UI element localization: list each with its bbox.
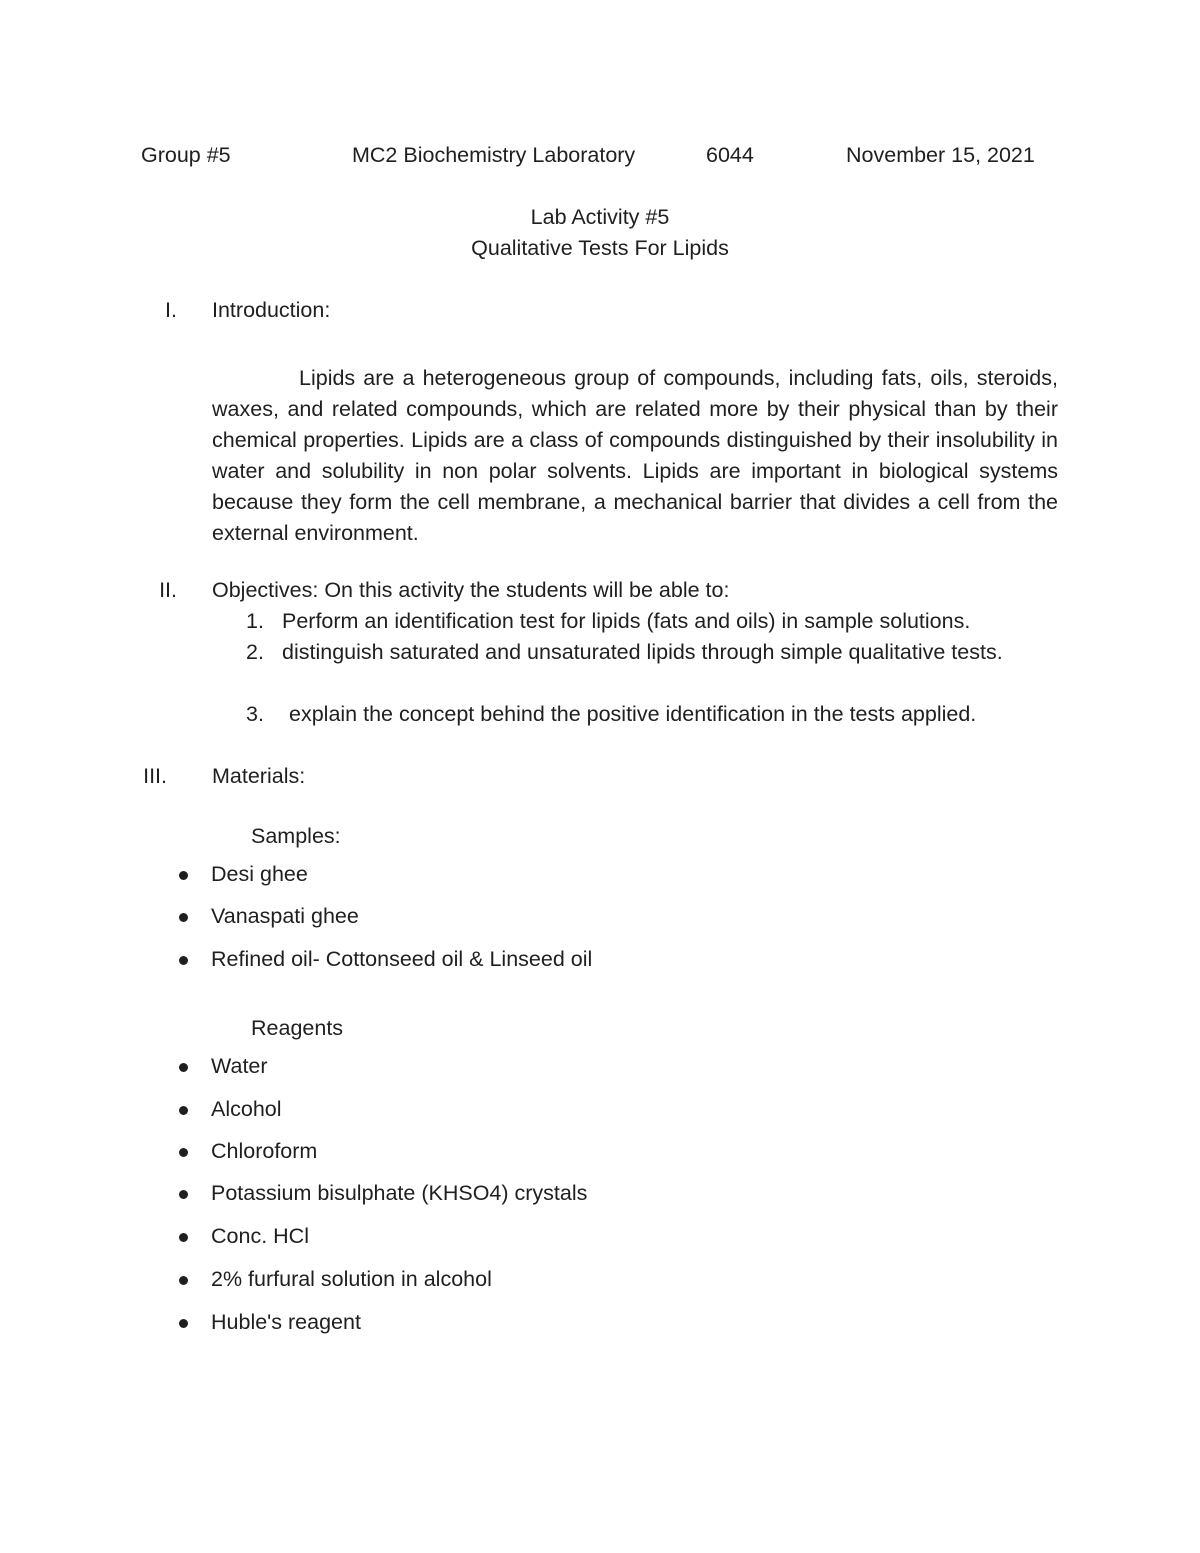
section-heading-introduction: Introduction: — [212, 298, 331, 322]
header-date: November 15, 2021 — [846, 143, 1035, 167]
objective-item — [246, 637, 1058, 668]
reagent-label: Conc. HCl — [211, 1224, 309, 1248]
section-numeral-introduction: I. — [165, 298, 177, 322]
reagent-label: Chloroform — [211, 1139, 318, 1163]
bullet-icon — [179, 913, 188, 922]
sample-label: Desi ghee — [211, 862, 308, 886]
section-heading-materials: Materials: — [212, 764, 306, 788]
reagent-label: Alcohol — [211, 1097, 282, 1121]
bullet-icon — [179, 1106, 188, 1115]
introduction-paragraph — [212, 363, 1058, 549]
bullet-icon — [179, 1190, 188, 1199]
sample-label: Refined oil- Cottonseed oil & Linseed oil — [211, 947, 593, 971]
objective-item — [246, 699, 1058, 730]
bullet-icon — [179, 956, 188, 965]
document-title: Qualitative Tests For Lipids — [471, 236, 729, 260]
reagents-heading: Reagents — [251, 1016, 344, 1040]
section-heading-objectives: Objectives: On this activity the students will be able to: — [212, 578, 730, 602]
reagent-label: Potassium bisulphate (KHSO4) crystals — [211, 1181, 588, 1205]
header-section: 6044 — [706, 143, 754, 167]
activity-title: Lab Activity #5 — [530, 205, 670, 229]
bullet-icon — [179, 1233, 188, 1242]
reagent-label: 2% furfural solution in alcohol — [211, 1267, 492, 1291]
bullet-icon — [179, 871, 188, 880]
objective-text: Perform an identification test for lipids (fats and oils) in sample solutions. — [282, 609, 971, 633]
samples-heading: Samples: — [251, 824, 341, 848]
introduction-text: Lipids are a heterogeneous group of compounds, including fats, oils, steroids, waxes, and related compounds, which are related more by their physical than by their chemical properties. Lipids are a class of compounds distinguished by their insolubility in water and solubility in non polar solvents. Lipids are important in biological systems because they form the cell membrane, a mechanical barrier that divides a cell from the external environment. — [212, 366, 1058, 545]
section-numeral-materials: III. — [143, 764, 167, 788]
section-numeral-objectives: II. — [159, 578, 177, 602]
objective-text: explain the concept behind the positive identification in the tests applied. — [289, 702, 977, 726]
objective-text: distinguish saturated and unsaturated lipids through simple qualitative tests. — [282, 640, 1003, 664]
objective-number: 3. — [246, 702, 264, 726]
objective-item — [246, 606, 1058, 637]
reagent-label: Huble's reagent — [211, 1310, 361, 1334]
objective-number: 2. — [246, 640, 264, 664]
objective-number: 1. — [246, 609, 264, 633]
header-course: MC2 Biochemistry Laboratory — [352, 143, 636, 167]
header-group: Group #5 — [141, 143, 231, 167]
reagent-label: Water — [211, 1054, 268, 1078]
bullet-icon — [179, 1063, 188, 1072]
bullet-icon — [179, 1276, 188, 1285]
bullet-icon — [179, 1319, 188, 1328]
sample-label: Vanaspati ghee — [211, 904, 359, 928]
bullet-icon — [179, 1148, 188, 1157]
